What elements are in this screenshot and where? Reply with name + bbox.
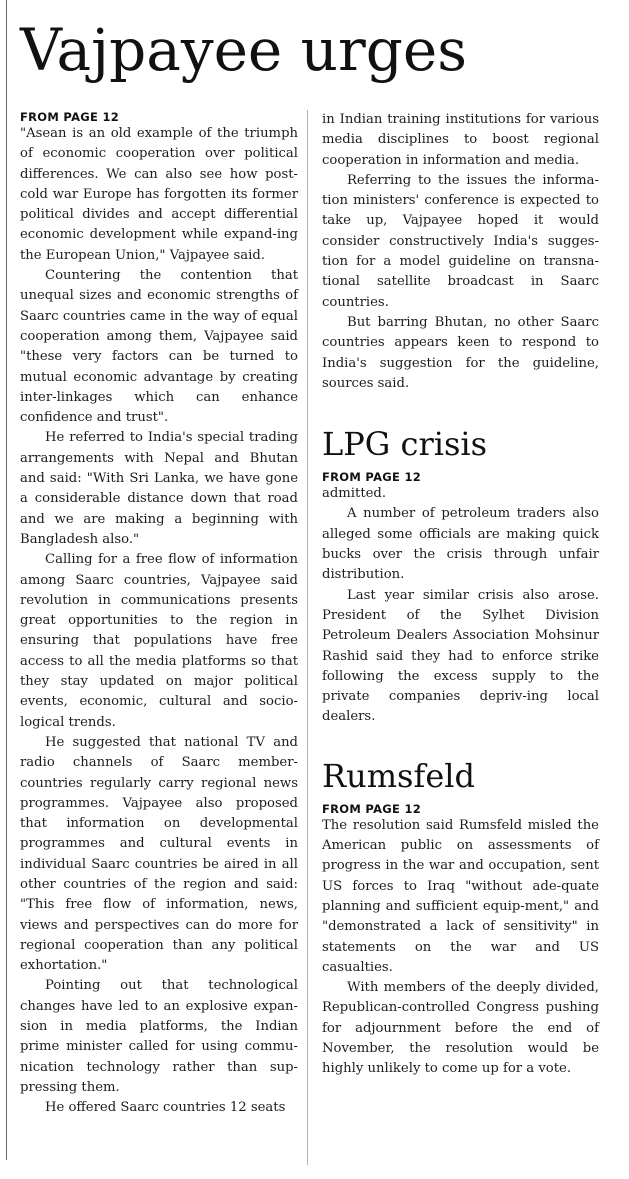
left-column-rule bbox=[6, 0, 7, 1160]
main-kicker: FROM PAGE 12 bbox=[20, 110, 120, 124]
lpg-crisis-story bbox=[322, 424, 599, 728]
rumsfeld-paragraph-2: With members of the deeply divided, Republican-controlled Congress pushing for adjournment before the end of November, the resolution would be highly unlikely to come up for a vote. bbox=[322, 980, 599, 1077]
column-left bbox=[20, 110, 298, 1119]
rumsfeld-headline: Rumsfeld bbox=[322, 756, 475, 795]
main-paragraph-9: Referring to the issues the informa-tion ministers' conference is expected to take up, Vajpayee hoped it would consider constructively India's sugges-tion for a model guideline on transna-tional satellite broadcast in Saarc countries. bbox=[322, 172, 599, 310]
main-paragraph-3: He referred to India's special trading arrangements with Nepal and Bhutan and said: "With Sri Lanka, we have gone a considerable distance down that road and we are making a beginning with Bangladesh also." bbox=[20, 430, 298, 547]
main-headline: Vajpayee urges bbox=[20, 16, 467, 84]
center-column-rule bbox=[307, 110, 308, 1165]
lpg-paragraph-2: A number of petroleum traders also alleged some officials are making quick bucks over the crisis through unfair distribution. bbox=[322, 506, 599, 583]
lpg-paragraph-1: admitted. bbox=[322, 486, 387, 502]
lpg-paragraph-3: Last year similar crisis also arose. President of the Sylhet Division Petroleum Dealers Association Mohsinur Rashid said they had to enforce strike following the excess supply to the private companies depriv-ing local dealers. bbox=[322, 587, 599, 725]
main-paragraph-4: Calling for a free flow of information among Saarc countries, Vajpayee said revolution in communications presents great opportunities to the region in ensuring that populations have free access to all the media platforms so that they stay updated on major political events, economic, cultural and socio-logical trends. bbox=[20, 552, 298, 730]
main-paragraph-8: in Indian training institutions for various media disciplines to boost regional cooperation in information and media. bbox=[322, 112, 599, 168]
main-paragraph-7: He offered Saarc countries 12 seats bbox=[45, 1100, 286, 1116]
main-paragraph-10: But barring Bhutan, no other Saarc countries appears keen to respond to India's suggestion for the guideline, sources said. bbox=[322, 314, 599, 391]
rumsfeld-kicker: FROM PAGE 12 bbox=[322, 801, 422, 816]
main-paragraph-5: He suggested that national TV and radio channels of Saarc member-countries regularly carry regional news programmes. Vajpayee also proposed that information on developmental programmes and cultural events in individual Saarc countries be aired in all other countries of the region and said: "This free flow of information, news, views and perspectives can do more for regional cooperation than any political exhortation." bbox=[20, 734, 298, 974]
main-paragraph-6: Pointing out that technological changes have led to an explosive expan-sion in media platforms, the Indian prime minister called for using commu-nication technology rather than sup-pressing them. bbox=[20, 978, 298, 1095]
main-paragraph-1: "Asean is an old example of the triumph of economic cooperation over political differences. We can also see how post-cold war Europe has forgotten its former political divides and accept differential economic development while expand-ing the European Union," Vajpayee said. bbox=[20, 126, 298, 263]
lpg-headline: LPG crisis bbox=[322, 425, 488, 464]
main-paragraph-2: Countering the contention that unequal sizes and economic strengths of Saarc countries came in the way of equal cooperation among them, Vajpayee said "these very factors can be turned to mutual economic advantage by creating inter-linkages which can enhance confidence and trust". bbox=[20, 268, 298, 426]
rumsfeld-story bbox=[322, 756, 599, 1080]
lpg-kicker: FROM PAGE 12 bbox=[322, 470, 422, 485]
rumsfeld-paragraph-1: The resolution said Rumsfeld misled the American public on assessments of progress in the war and occupation, sent US forces to Iraq "without ade-quate planning and sufficient equip-ment," and "demonstrated a lack of sensitivity" in statements on the war and US casualties. bbox=[322, 817, 599, 975]
column-right bbox=[322, 110, 599, 1080]
